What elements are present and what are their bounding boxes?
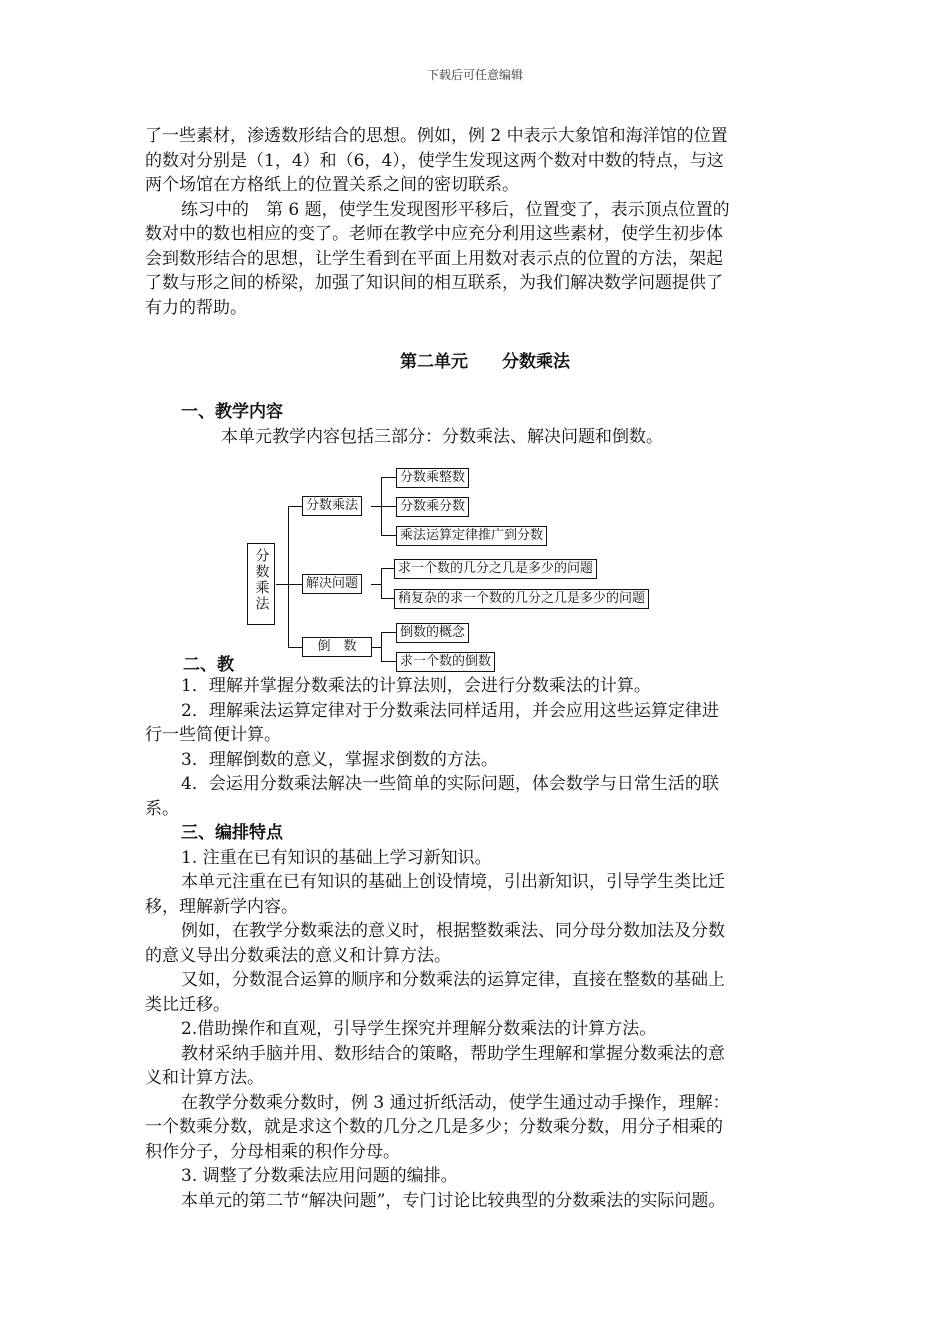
paragraph-line: 类比迁移。 bbox=[145, 994, 230, 1015]
connector bbox=[371, 647, 381, 648]
paragraph-line: 积作分子，分母相乘的积作分母。 bbox=[145, 1141, 400, 1162]
objective-item: 4．会运用分数乘法解决一些简单的实际问题，体会数学与日常生活的联 bbox=[181, 774, 719, 794]
paragraph-line: 移，理解新学内容。 bbox=[145, 896, 298, 917]
objective-item: 2．理解乘法运算定律对于分数乘法同样适用，并会应用这些运算定律进 bbox=[181, 700, 719, 721]
intro-line: 的数对分别是（1，4）和（6，4），使学生发现这两个数对中数的特点，与这 bbox=[145, 150, 724, 171]
section2 bbox=[145, 674, 825, 1213]
tree-leaf: 求一个数的倒数 bbox=[396, 652, 495, 672]
connector bbox=[288, 506, 289, 648]
intro-line: 了数与形之间的桥梁，加强了知识间的相互联系，为我们解决数学问题提供了 bbox=[145, 273, 723, 293]
paragraph-line: 例如，在教学分数乘法的意义时，根据整数乘法、同分母分数加法及分数 bbox=[181, 921, 725, 941]
feature-title: 3. 调整了分数乘法应用问题的编排。 bbox=[181, 1166, 458, 1186]
page-header: 下载后可任意编辑 bbox=[426, 68, 523, 82]
section2-heading: 二、教 bbox=[183, 655, 234, 675]
objective-item: 3．理解倒数的意义，掌握求倒数的方法。 bbox=[181, 749, 498, 770]
tree-leaf: 乘法运算定律推广到分数 bbox=[396, 526, 547, 546]
paragraph-line: 教材采纳手脑并用、数形结合的策略，帮助学生理解和掌握分数乘法的意 bbox=[181, 1043, 725, 1064]
concept-tree-diagram bbox=[245, 465, 705, 675]
tree-root-box bbox=[247, 543, 275, 625]
tree-leaf: 稍复杂的求一个数的几分之几是多少的问题 bbox=[394, 589, 649, 609]
feature-title: 1. 注重在已有知识的基础上学习新知识。 bbox=[181, 847, 492, 868]
intro-line: 数对中的数也相应的变了。老师在教学中应充分利用这些素材，使学生初步体 bbox=[145, 224, 723, 244]
paragraph-line: 又如，分数混合运算的顺序和分数乘法的运算定律，直接在整数的基础上 bbox=[181, 970, 725, 990]
objective-item: 1．理解并掌握分数乘法的计算法则，会进行分数乘法的计算。 bbox=[181, 676, 651, 696]
intro-block bbox=[145, 124, 825, 320]
connector bbox=[381, 535, 396, 536]
connector bbox=[371, 506, 381, 507]
intro-line: 练习中的 第 6 题，使学生发现图形平移后，位置变了，表示顶点位置的 bbox=[181, 199, 730, 220]
intro-line: 会到数形结合的思想，让学生看到在平面上用数对表示点的位置的方法，架起 bbox=[145, 248, 723, 269]
tree-leaf: 分数乘分数 bbox=[396, 497, 469, 517]
paragraph-line: 义和计算方法。 bbox=[145, 1068, 264, 1088]
paragraph-line: 的意义导出分数乘法的意义和计算方法。 bbox=[145, 945, 451, 966]
tree-branch-2: 解决问题 bbox=[302, 574, 362, 594]
paragraph-line: 本单元注重在已有知识的基础上创设情境，引出新知识，引导学生类比迁 bbox=[181, 872, 725, 892]
connector bbox=[381, 598, 394, 599]
connector bbox=[381, 632, 396, 633]
paragraph-line: 在教学分数乘分数时，例 3 通过折纸活动，使学生通过动手操作，理解： bbox=[181, 1092, 730, 1113]
tree-root-label: 分数乘法 bbox=[253, 548, 270, 612]
objective-item-cont: 系。 bbox=[145, 798, 179, 819]
connector bbox=[371, 584, 381, 585]
connector bbox=[288, 647, 302, 648]
unit-title: 第二单元 分数乘法 bbox=[400, 352, 570, 372]
connector bbox=[381, 568, 382, 599]
connector bbox=[381, 477, 396, 478]
connector bbox=[381, 661, 396, 662]
objective-item-cont: 行一些简便计算。 bbox=[145, 725, 281, 745]
tree-leaf: 分数乘整数 bbox=[396, 468, 469, 488]
tree-leaf: 倒数的概念 bbox=[396, 623, 469, 643]
connector bbox=[381, 632, 382, 662]
tree-leaf: 求一个数的几分之几是多少的问题 bbox=[394, 559, 597, 579]
connector bbox=[381, 506, 396, 507]
section1-heading: 一、教学内容 bbox=[181, 402, 283, 422]
tree-branch-3: 倒 数 bbox=[302, 637, 372, 657]
paragraph-line: 一个数乘分数，就是求这个数的几分之几是多少；分数乘分数，用分子相乘的 bbox=[145, 1117, 723, 1137]
section1 bbox=[145, 400, 825, 449]
feature-title: 2.借助操作和直观，引导学生探究并理解分数乘法的计算方法。 bbox=[181, 1019, 657, 1039]
section3-heading: 三、编排特点 bbox=[181, 823, 283, 843]
connector bbox=[381, 568, 394, 569]
connector bbox=[288, 506, 302, 507]
connector bbox=[288, 584, 302, 585]
tree-branch-1: 分数乘法 bbox=[302, 496, 362, 516]
connector bbox=[276, 584, 288, 585]
intro-line: 两个场馆在方格纸上的位置关系之间的密切联系。 bbox=[145, 175, 519, 195]
paragraph-line: 本单元的第二节“解决问题”，专门讨论比较典型的分数乘法的实际问题。 bbox=[181, 1190, 726, 1211]
section1-text: 本单元教学内容包括三部分：分数乘法、解决问题和倒数。 bbox=[221, 426, 663, 447]
intro-line: 有力的帮助。 bbox=[145, 297, 247, 318]
intro-line: 了一些素材，渗透数形结合的思想。例如，例 2 中表示大象馆和海洋馆的位置 bbox=[145, 126, 728, 146]
